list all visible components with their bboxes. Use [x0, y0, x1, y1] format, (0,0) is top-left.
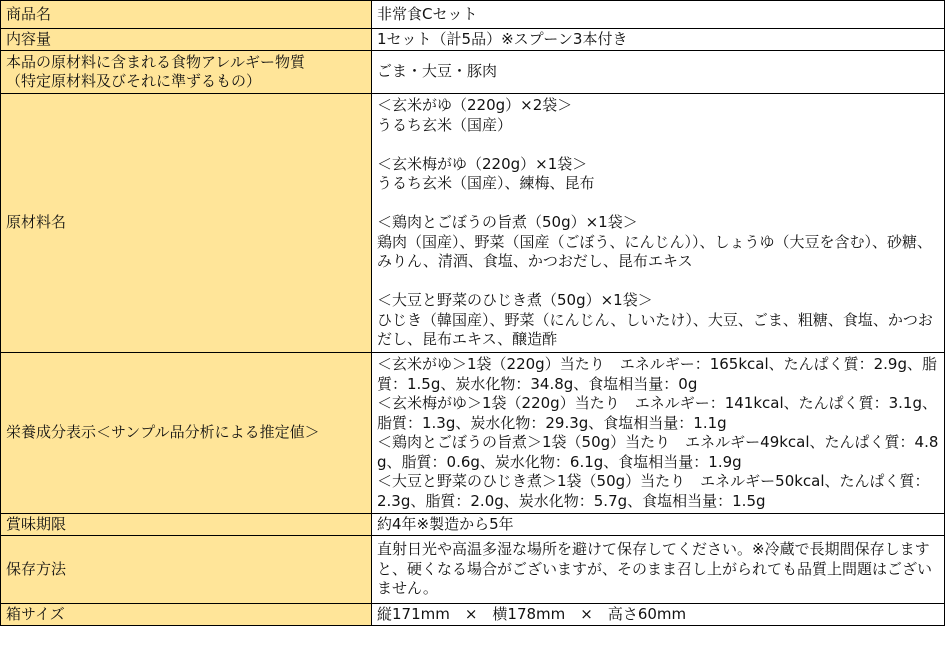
nutrition-item: ＜玄米梅がゆ＞1袋（220g）当たり エネルギー：141kcal、たんぱく質：3.1g、脂質：1.3g、炭水化物：29.3g、食塩相当量：1.1g [377, 394, 937, 432]
row-ingredients [1, 94, 945, 353]
row-allergen [1, 51, 945, 94]
value-product-name: 非常食Cセット [372, 1, 945, 29]
label-ingredients: 原材料名 [1, 94, 372, 353]
value-expiry: 約4年※製造から5年 [372, 514, 945, 536]
row-expiry [1, 514, 945, 536]
value-content: 1セット（計5品）※スプーン3本付き [372, 29, 945, 51]
label-allergen [1, 51, 372, 94]
ingredient-text: うるち玄米（国産）、練梅、昆布 [377, 174, 595, 193]
ingredient-spacer [377, 135, 941, 155]
value-box-size: 縦171mm × 横178mm × 高さ60mm [372, 604, 945, 626]
value-nutrition [372, 353, 945, 514]
row-content [1, 29, 945, 51]
row-storage [1, 536, 945, 604]
label-nutrition: 栄養成分表示＜サンプル品分析による推定値＞ [1, 353, 372, 514]
ingredient-spacer [377, 272, 941, 292]
ingredient-title: ＜玄米がゆ（220g）×2袋＞ [377, 96, 573, 115]
label-expiry: 賞味期限 [1, 514, 372, 536]
nutrition-item: ＜鶏肉とごぼうの旨煮＞1袋（50g）当たり エネルギー49kcal、たんぱく質：4.8g、脂質：0.6g、炭水化物：6.1g、食塩相当量：1.9g [377, 433, 939, 471]
label-content: 内容量 [1, 29, 372, 51]
value-storage: 直射日光や高温多湿な場所を避けて保存してください。※冷蔵で長期間保存しますと、硬くなる場合がございますが、そのまま召し上がられても品質上問題はございません。 [372, 536, 945, 604]
row-product-name [1, 1, 945, 29]
label-box-size: 箱サイズ [1, 604, 372, 626]
ingredient-title: ＜玄米梅がゆ（220g）×1袋＞ [377, 154, 588, 173]
label-allergen-line1: 本品の原材料に含まれる食物アレルギー物質 [6, 52, 306, 71]
ingredient-text: 鶏肉（国産）、野菜（国産（ごぼう、にんじん））、しょうゆ（大豆を含む）、砂糖、みりん、清酒、食塩、かつおだし、昆布エキス [377, 232, 933, 271]
row-nutrition [1, 353, 945, 514]
ingredient-spacer [377, 194, 941, 214]
ingredient-text: うるち玄米（国産） [377, 115, 513, 134]
ingredient-title: ＜鶏肉とごぼうの旨煮（50g）×1袋＞ [377, 213, 638, 232]
nutrition-item: ＜大豆と野菜のひじき煮＞1袋（50g）当たり エネルギー50kcal、たんぱく質：2.3g、脂質：2.0g、炭水化物：5.7g、食塩相当量：1.5g [377, 472, 930, 510]
row-box-size [1, 604, 945, 626]
ingredient-text: ひじき（韓国産）、野菜（にんじん、しいたけ）、大豆、ごま、粗糖、食塩、かつおだし、昆布エキス、醸造酢 [377, 310, 933, 349]
label-storage: 保存方法 [1, 536, 372, 604]
label-product-name: 商品名 [1, 1, 372, 29]
nutrition-item: ＜玄米がゆ＞1袋（220g）当たり エネルギー：165kcal、たんぱく質：2.9g、脂質：1.5g、炭水化物：34.8g、食塩相当量：0g [377, 355, 937, 393]
ingredient-title: ＜大豆と野菜のひじき煮（50g）×1袋＞ [377, 291, 653, 310]
value-ingredients [372, 94, 945, 353]
value-allergen: ごま・大豆・豚肉 [372, 51, 945, 94]
label-allergen-line2: （特定原材料及びそれに準ずるもの） [6, 72, 262, 90]
